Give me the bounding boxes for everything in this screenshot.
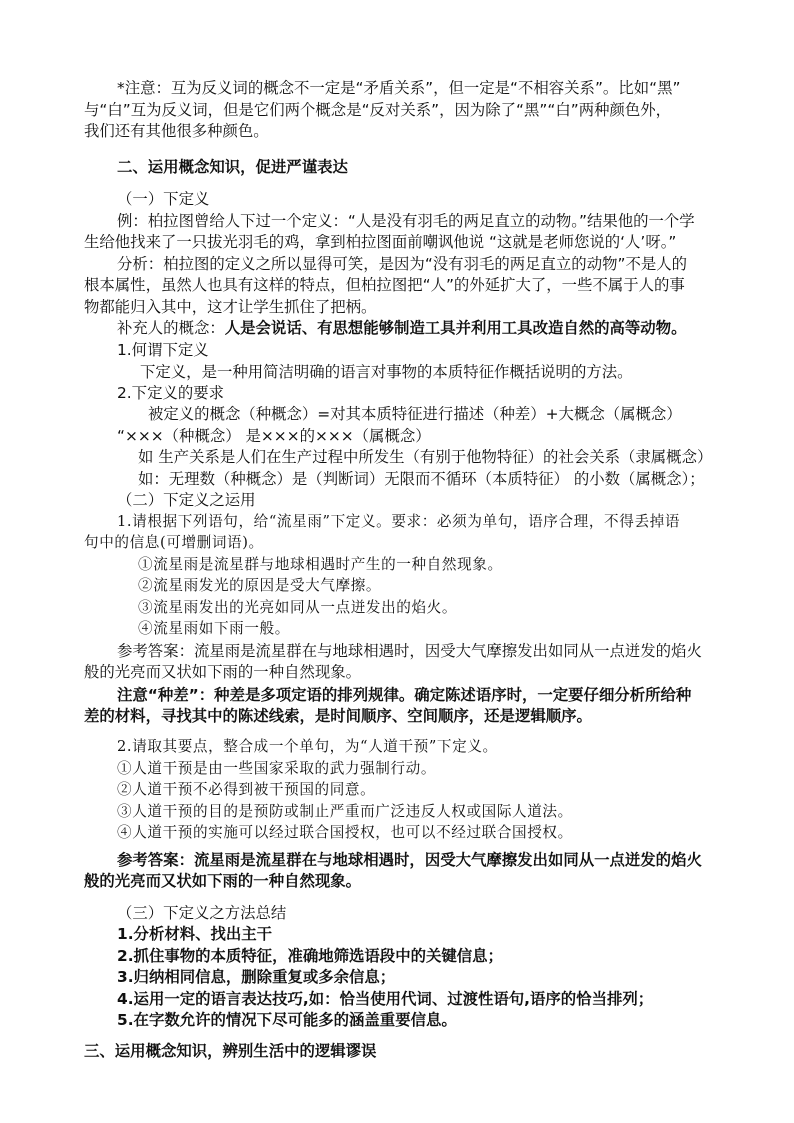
example-line-2: 生给他找来了一只拔光羽毛的鸡，拿到柏拉图面前嘲讽他说 “这就是老师您说的‘人’呀。”	[84, 233, 677, 251]
exercise-1-answer-line-1: 参考答案：流星雨是流星群在与地球相遇时，因受大气摩擦发出如同从一点迸发的焰火	[117, 642, 702, 660]
section-heading-3: 三、运用概念知识，辨别生活中的逻辑谬误	[84, 1042, 377, 1060]
exercise-2-answer-line-2: 般的光亮而又状如下雨的一种自然现象。	[84, 872, 362, 890]
formula-pattern: “×××（种概念） 是×××的×××（属概念）	[117, 427, 431, 445]
subsection-heading-2: （二）下定义之运用	[117, 491, 256, 509]
method-step-1: 1.分析材料、找出主干	[117, 925, 273, 943]
note-differentia-line-2: 差的材料，寻找其中的陈述线索，是时间顺序、空间顺序，还是逻辑顺序。	[84, 707, 592, 725]
exercise-1-item-4: ④流星雨如下雨一般。	[138, 620, 290, 637]
exercise-2-answer-line-1: 参考答案：流星雨是流星群在与地球相遇时，因受大气摩擦发出如同从一点迸发的焰火	[117, 851, 702, 869]
analysis-line-1: 分析：柏拉图的定义之所以显得可笑，是因为“没有羽毛的两足直立的动物”不是人的	[117, 255, 688, 273]
definition-explanation: 下定义，是一种用简洁明确的语言对事物的本质特征作概括说明的方法。	[140, 363, 633, 381]
exercise-1-item-3: ③流星雨发出的光亮如同从一点迸发出的焰火。	[138, 599, 458, 616]
section-heading-2: 二、运用概念知识，促进严谨表达	[117, 158, 348, 176]
formula-example-2: 如：无理数（种概念）是（判断词）无限而不循环（本质特征） 的小数（属概念）；	[138, 470, 705, 488]
human-concept-line	[117, 318, 686, 338]
formula-example-1: 如 生产关系是人们在生产过程中所发生（有别于他物特征）的社会关系（隶属概念）	[138, 448, 713, 466]
method-step-3: 3.归纳相同信息，删除重复或多余信息；	[117, 968, 396, 986]
exercise-2-item-3: ③人道干预的目的是预防或制止严重而广泛违反人权或国际人道法。	[117, 803, 573, 820]
human-concept-definition: 人是会说话、有思想能够制造工具并利用工具改造自然的高等动物。	[224, 319, 687, 337]
note-line-1: *注意：互为反义词的概念不一定是“矛盾关系”，但一定是“不相容关系”。比如“黑”	[117, 79, 681, 97]
item-heading-requirements: 2.下定义的要求	[117, 384, 225, 402]
analysis-line-3: 物都能归入其中，这才让学生抓住了把柄。	[84, 298, 377, 316]
subsection-heading-1: （一）下定义	[117, 190, 210, 208]
formula-line: 被定义的概念（种概念）=对其本质特征进行描述（种差）+大概念（属概念）	[148, 405, 682, 423]
exercise-1-item-2: ②流星雨发光的原因是受大气摩擦。	[138, 577, 382, 594]
exercise-2-item-4: ④人道干预的实施可以经过联合国授权，也可以不经过联合国授权。	[117, 824, 573, 841]
method-step-4: 4.运用一定的语言表达技巧,如：恰当使用代词、过渡性语句,语序的恰当排列；	[117, 990, 654, 1008]
exercise-1-answer-line-2: 般的光亮而又状如下雨的一种自然现象。	[84, 663, 362, 681]
subsection-heading-3: （三）下定义之方法总结	[117, 904, 287, 922]
note-line-2: 与“白”互为反义词，但是它们两个概念是“反对关系”，因为除了“黑”“白”两种颜色外，	[84, 101, 672, 119]
note-line-3: 我们还有其他很多种颜色。	[84, 122, 269, 140]
item-heading-what-is-definition: 1.何谓下定义	[117, 341, 209, 359]
exercise-1-prompt-line-2: 句中的信息(可增删词语)。	[84, 534, 264, 551]
exercise-1-item-1: ①流星雨是流星群与地球相遇时产生的一种自然现象。	[138, 556, 503, 573]
method-step-5: 5.在字数允许的情况下尽可能多的涵盖重要信息。	[117, 1011, 457, 1029]
example-line-1: 例：柏拉图曾给人下过一个定义：“人是没有羽毛的两足直立的动物。”结果他的一个学	[117, 212, 695, 230]
exercise-2-prompt: 2.请取其要点，整合成一个单句，为“人道干预”下定义。	[117, 738, 498, 755]
human-concept-label: 补充人的概念：	[117, 319, 225, 337]
method-step-2: 2.抓住事物的本质特征，准确地筛选语段中的关键信息；	[117, 947, 503, 965]
note-differentia-line-1: 注意“种差”：种差是多项定语的排列规律。确定陈述语序时，一定要仔细分析所给种	[117, 686, 692, 704]
exercise-2-item-1: ①人道干预是由一些国家采取的武力强制行动。	[117, 760, 437, 777]
exercise-1-prompt-line-1: 1.请根据下列语句，给“流星雨”下定义。要求：必须为单句，语序合理，不得丢掉语	[117, 513, 681, 530]
exercise-2-item-2: ②人道干预不必得到被干预国的同意。	[117, 781, 376, 798]
analysis-line-2: 根本属性，虽然人也具有这样的特点，但柏拉图把“人”的外延扩大了，一些不属于人的事	[84, 276, 685, 294]
